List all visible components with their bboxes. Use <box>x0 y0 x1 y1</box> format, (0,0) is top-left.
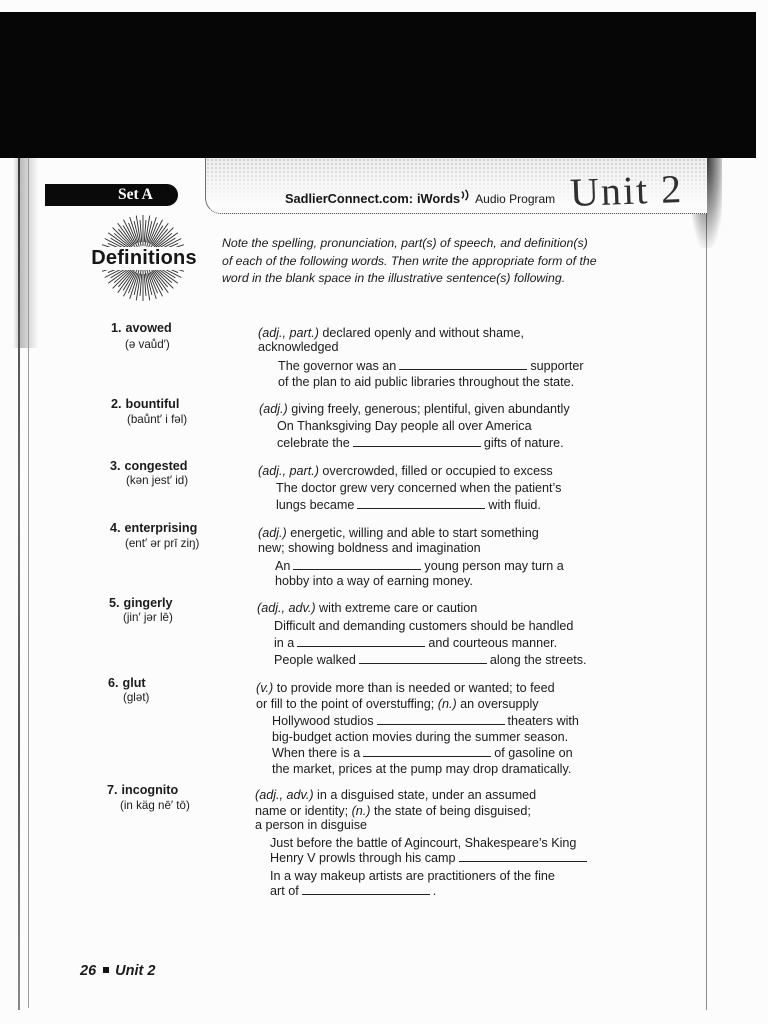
set-label: Set A <box>118 186 153 203</box>
sentence-text: Just before the battle of Agincourt, Shakespeare’s King <box>270 836 577 850</box>
sound-waves-icon <box>460 189 471 201</box>
part-of-speech: (adj., part.) <box>258 464 319 478</box>
answer-blank <box>353 437 481 447</box>
answer-blank <box>363 747 491 757</box>
sentence-text: gifts of nature. <box>483 436 564 450</box>
definition-text: overcrowded, filled or occupied to excess <box>318 464 553 478</box>
part-of-speech: (adj.) <box>259 402 288 416</box>
definition-line <box>256 680 555 696</box>
part-of-speech: (adj., adv.) <box>257 601 316 615</box>
entry-word: avowed <box>125 321 172 335</box>
answer-blank <box>293 560 421 570</box>
answer-blank <box>399 360 527 370</box>
definition-text: an oversupply <box>456 697 539 711</box>
definition-line <box>258 339 339 355</box>
sentence-text: The governor was an <box>278 359 397 373</box>
program-label: Audio Program <box>475 192 556 206</box>
sentence-text: hobby into a way of earning money. <box>275 574 473 588</box>
part-of-speech: (adj., adv.) <box>255 788 314 802</box>
example-sentence-line <box>275 558 564 574</box>
definition-text: a person in disguise <box>255 818 368 832</box>
entry-pronunciation: (baůnt′ i fəl) <box>127 413 188 426</box>
answer-blank <box>359 654 487 664</box>
entry-term <box>109 595 173 611</box>
entry-word: gingerly <box>123 596 173 610</box>
entry-number: 1. <box>111 321 122 335</box>
definition-text: or fill to the point of overstuffing; <box>256 697 438 711</box>
part-of-speech: (adj., part.) <box>258 326 319 340</box>
page-edge-right-rule <box>706 212 707 1010</box>
example-sentence-line <box>276 480 561 496</box>
page-edge-left <box>18 158 20 1010</box>
definition-line <box>256 696 539 712</box>
part-of-speech: (n.) <box>437 697 457 711</box>
sentence-text: lungs became <box>276 498 355 512</box>
page-edge-left-inner <box>28 158 29 1008</box>
sentence-text: of gasoline on <box>494 746 573 760</box>
instructions-line: of each of the following words. Then write the appropriate form of the <box>222 253 597 268</box>
instructions-line: word in the blank space in the illustrative sentence(s) following. <box>222 271 566 285</box>
sentence-text: People walked <box>274 653 356 667</box>
definition-line <box>258 463 553 479</box>
instructions <box>222 235 597 288</box>
entry-pronunciation: (jin′ jər lē) <box>123 611 173 624</box>
entry-word: congested <box>124 459 188 473</box>
definition-line <box>258 525 539 541</box>
set-tab <box>45 184 178 206</box>
answer-blank <box>377 715 505 725</box>
entry-number: 5. <box>109 596 120 610</box>
sentence-text: along the streets. <box>489 653 587 667</box>
definition-line <box>257 600 477 616</box>
entry-number: 6. <box>108 676 119 690</box>
sentence-text: theaters with <box>507 714 579 728</box>
example-sentence-line <box>277 418 532 434</box>
answer-blank <box>297 637 425 647</box>
sentence-text: An <box>275 559 291 573</box>
definitions-logo <box>86 212 202 304</box>
example-sentence-line <box>276 497 541 513</box>
example-sentence-line <box>272 761 571 777</box>
sentence-text: in a <box>274 636 295 650</box>
definition-line <box>258 540 481 556</box>
sentence-text: . <box>432 884 437 898</box>
sentence-text: young person may turn a <box>424 559 564 573</box>
sentence-text: Hollywood studios <box>272 714 374 728</box>
sentence-text: big-budget action movies during the summer season. <box>272 730 569 744</box>
example-sentence-line <box>274 618 573 634</box>
sentence-text: When there is a <box>272 746 361 760</box>
separator-square <box>103 967 109 973</box>
example-sentence-line <box>277 435 564 451</box>
sentence-text: On Thanksgiving Day people all over America <box>277 419 532 433</box>
sentence-text: with fluid. <box>488 498 541 512</box>
entry-word: enterprising <box>124 521 198 535</box>
product-name: iWords <box>417 191 461 206</box>
handwritten-unit-note: Unit 2 <box>569 166 684 215</box>
sentence-text: In a way makeup artists are practitioners of the fine <box>270 869 555 883</box>
entry-term <box>111 320 172 336</box>
definition-text: acknowledged <box>258 340 339 354</box>
entry-pronunciation: (ə vaůd′) <box>125 338 170 351</box>
definition-line <box>255 817 367 833</box>
site-name: SadlierConnect.com: <box>285 191 413 206</box>
part-of-speech: (n.) <box>351 804 371 818</box>
example-sentence-line <box>274 652 587 668</box>
part-of-speech: (v.) <box>256 681 274 695</box>
definition-text: new; showing boldness and imagination <box>258 541 481 555</box>
sentence-text: and courteous manner. <box>428 636 558 650</box>
example-sentence-line <box>270 883 436 899</box>
definition-text: to provide more than is needed or wanted; to feed <box>273 681 555 695</box>
scan-black-border <box>0 12 756 158</box>
entry-pronunciation: (in käg nē′ tō) <box>120 799 190 812</box>
example-sentence-line <box>278 374 574 390</box>
entry-term <box>108 675 146 691</box>
sentence-text: art of <box>270 884 299 898</box>
example-sentence-line <box>270 835 576 851</box>
answer-blank <box>459 852 587 862</box>
entry-term <box>111 396 179 412</box>
entry-word: glut <box>122 676 146 690</box>
definition-text: name or identity; <box>255 804 352 818</box>
entry-number: 7. <box>107 783 118 797</box>
entry-number: 3. <box>110 459 121 473</box>
entry-word: incognito <box>121 783 179 797</box>
part-of-speech: (adj.) <box>258 526 287 540</box>
example-sentence-line <box>275 573 473 589</box>
definitions-heading: Definitions <box>86 247 202 270</box>
page-number: 26 <box>80 963 97 979</box>
definition-text: energetic, willing and able to start something <box>286 526 539 540</box>
entry-word: bountiful <box>125 397 180 411</box>
page-edge-shadow <box>13 158 39 348</box>
example-sentence-line <box>270 850 590 866</box>
example-sentence-line <box>272 729 568 745</box>
answer-blank <box>302 885 430 895</box>
entry-pronunciation: (glət) <box>123 691 150 704</box>
footer-unit-label: Unit 2 <box>115 963 156 979</box>
entry-pronunciation: (ent′ ər prī ziŋ) <box>125 537 200 550</box>
sentence-text: supporter <box>530 359 584 373</box>
example-sentence-line <box>272 713 579 729</box>
entry-number: 4. <box>110 521 121 535</box>
sentence-text: of the plan to aid public libraries throughout the state. <box>278 375 575 389</box>
sentence-text: celebrate the <box>277 436 350 450</box>
sentence-text: The doctor grew very concerned when the patient’s <box>276 481 562 495</box>
instructions-line: Note the spelling, pronunciation, part(s) of speech, and definition(s) <box>222 236 588 250</box>
entry-number: 2. <box>111 397 122 411</box>
example-sentence-line <box>272 745 573 761</box>
definition-line <box>255 787 536 803</box>
definition-text: giving freely, generous; plentiful, given abundantly <box>287 402 570 416</box>
definition-text: with extreme care or caution <box>315 601 478 615</box>
page-footer <box>80 962 155 980</box>
definition-text: declared openly and without shame, <box>318 326 525 340</box>
entry-term <box>110 458 188 474</box>
definition-line <box>259 401 570 417</box>
sentence-text: the market, prices at the pump may drop dramatically. <box>272 762 572 776</box>
sentence-text: Henry V prowls through his camp <box>270 851 456 865</box>
definition-text: the state of being disguised; <box>370 804 531 818</box>
entry-term <box>107 782 178 798</box>
example-sentence-line <box>270 868 555 884</box>
audio-program-line <box>285 189 555 207</box>
definition-text: in a disguised state, under an assumed <box>313 788 537 802</box>
sentence-text: Difficult and demanding customers should be handled <box>274 619 574 633</box>
example-sentence-line <box>278 358 584 374</box>
entry-term <box>110 520 197 536</box>
entry-pronunciation: (kən jest′ id) <box>126 474 189 487</box>
example-sentence-line <box>274 635 557 651</box>
answer-blank <box>357 499 485 509</box>
